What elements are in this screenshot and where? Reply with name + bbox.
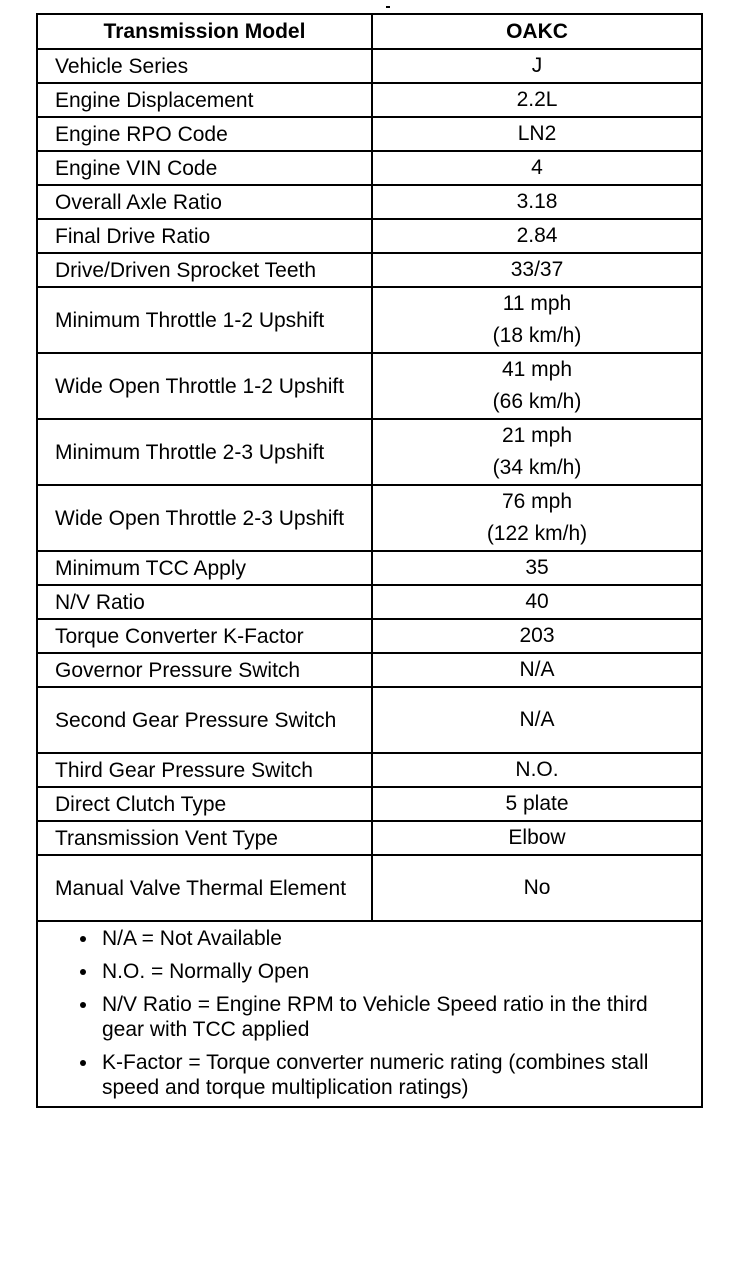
row-value-line: Elbow xyxy=(508,826,566,849)
table-row xyxy=(37,485,702,551)
row-label: Final Drive Ratio xyxy=(37,219,372,253)
note-text: K-Factor = Torque converter numeric rating (combines stall speed and torque multiplication ratings) xyxy=(102,1051,649,1099)
row-label: Governor Pressure Switch xyxy=(37,653,372,687)
notes-cell xyxy=(37,921,702,1107)
table-row xyxy=(37,821,702,855)
table-row xyxy=(37,687,702,753)
row-value xyxy=(372,753,702,787)
row-value-line: (18 km/h) xyxy=(492,324,582,347)
row-label: Engine Displacement xyxy=(37,83,372,117)
table-row xyxy=(37,219,702,253)
row-value xyxy=(372,787,702,821)
bullet-icon xyxy=(80,1002,86,1008)
row-label: Wide Open Throttle 2-3 Upshift xyxy=(37,485,372,551)
row-value xyxy=(372,287,702,353)
table-row xyxy=(37,653,702,687)
notes-row xyxy=(37,921,702,1107)
row-value xyxy=(372,653,702,687)
row-value xyxy=(372,353,702,419)
row-value xyxy=(372,855,702,921)
row-label: Torque Converter K-Factor xyxy=(37,619,372,653)
row-value xyxy=(372,83,702,117)
row-value xyxy=(372,419,702,485)
row-value xyxy=(372,151,702,185)
table-row xyxy=(37,619,702,653)
note-item xyxy=(76,992,683,1042)
row-value-line: (66 km/h) xyxy=(492,390,582,413)
table-row xyxy=(37,787,702,821)
table-row xyxy=(37,117,702,151)
table-body xyxy=(37,49,702,1107)
row-label: Overall Axle Ratio xyxy=(37,185,372,219)
row-value xyxy=(372,619,702,653)
row-value xyxy=(372,585,702,619)
table-row xyxy=(37,287,702,353)
table-row xyxy=(37,49,702,83)
row-label: Minimum Throttle 2-3 Upshift xyxy=(37,419,372,485)
row-value-line: 4 xyxy=(531,156,543,179)
row-value-line: 2.2L xyxy=(516,88,558,111)
table-row xyxy=(37,551,702,585)
row-value xyxy=(372,253,702,287)
row-value-line: N/A xyxy=(519,658,555,681)
table-row xyxy=(37,185,702,219)
row-value xyxy=(372,485,702,551)
row-value-line: 5 plate xyxy=(505,792,569,815)
row-label: Wide Open Throttle 1-2 Upshift xyxy=(37,353,372,419)
bullet-icon xyxy=(80,1060,86,1066)
bullet-icon xyxy=(80,936,86,942)
note-text: N/A = Not Available xyxy=(102,927,282,950)
row-label: Engine VIN Code xyxy=(37,151,372,185)
row-value xyxy=(372,821,702,855)
row-label: Minimum Throttle 1-2 Upshift xyxy=(37,287,372,353)
table-row xyxy=(37,253,702,287)
row-value-line: (34 km/h) xyxy=(492,456,582,479)
row-value-line: 11 mph xyxy=(502,292,572,315)
row-label: N/V Ratio xyxy=(37,585,372,619)
row-value-line: 21 mph xyxy=(501,424,573,447)
row-label: Minimum TCC Apply xyxy=(37,551,372,585)
table-row xyxy=(37,585,702,619)
table-row xyxy=(37,83,702,117)
row-value-line: 40 xyxy=(525,590,549,613)
row-value xyxy=(372,219,702,253)
scan-mark xyxy=(386,6,390,8)
row-value xyxy=(372,117,702,151)
row-label: Manual Valve Thermal Element xyxy=(37,855,372,921)
table-row xyxy=(37,855,702,921)
row-value-line: 203 xyxy=(519,624,555,647)
table-row xyxy=(37,151,702,185)
bullet-icon xyxy=(80,969,86,975)
row-label: Transmission Vent Type xyxy=(37,821,372,855)
row-label: Drive/Driven Sprocket Teeth xyxy=(37,253,372,287)
table-header-row xyxy=(37,14,702,49)
row-value xyxy=(372,185,702,219)
row-value-line: N/A xyxy=(519,708,555,731)
row-value-line: 41 mph xyxy=(501,358,573,381)
row-value-line: J xyxy=(531,54,543,77)
row-label: Engine RPO Code xyxy=(37,117,372,151)
table-row xyxy=(37,753,702,787)
note-item xyxy=(76,926,683,951)
row-label: Third Gear Pressure Switch xyxy=(37,753,372,787)
transmission-spec-table xyxy=(36,13,703,1108)
note-text: N.O. = Normally Open xyxy=(102,960,310,983)
notes-list xyxy=(76,926,683,1100)
row-label: Vehicle Series xyxy=(37,49,372,83)
note-item xyxy=(76,1050,683,1100)
row-value-line: 33/37 xyxy=(510,258,564,281)
row-value-line: N.O. xyxy=(515,758,559,781)
row-value-line: No xyxy=(523,876,551,899)
row-label: Direct Clutch Type xyxy=(37,787,372,821)
row-label: Second Gear Pressure Switch xyxy=(37,687,372,753)
row-value-line: LN2 xyxy=(517,122,557,145)
note-text: N/V Ratio = Engine RPM to Vehicle Speed ratio in the third gear with TCC applied xyxy=(102,993,648,1041)
row-value-line: 35 xyxy=(525,556,549,579)
header-label: Transmission Model xyxy=(37,14,372,49)
row-value-line: 2.84 xyxy=(516,224,558,247)
note-item xyxy=(76,959,683,984)
row-value xyxy=(372,551,702,585)
table-row xyxy=(37,419,702,485)
row-value xyxy=(372,49,702,83)
row-value-line: (122 km/h) xyxy=(486,522,588,545)
row-value-line: 76 mph xyxy=(501,490,573,513)
table-row xyxy=(37,353,702,419)
row-value-line: 3.18 xyxy=(516,190,558,213)
row-value xyxy=(372,687,702,753)
header-value: OAKC xyxy=(372,14,702,49)
